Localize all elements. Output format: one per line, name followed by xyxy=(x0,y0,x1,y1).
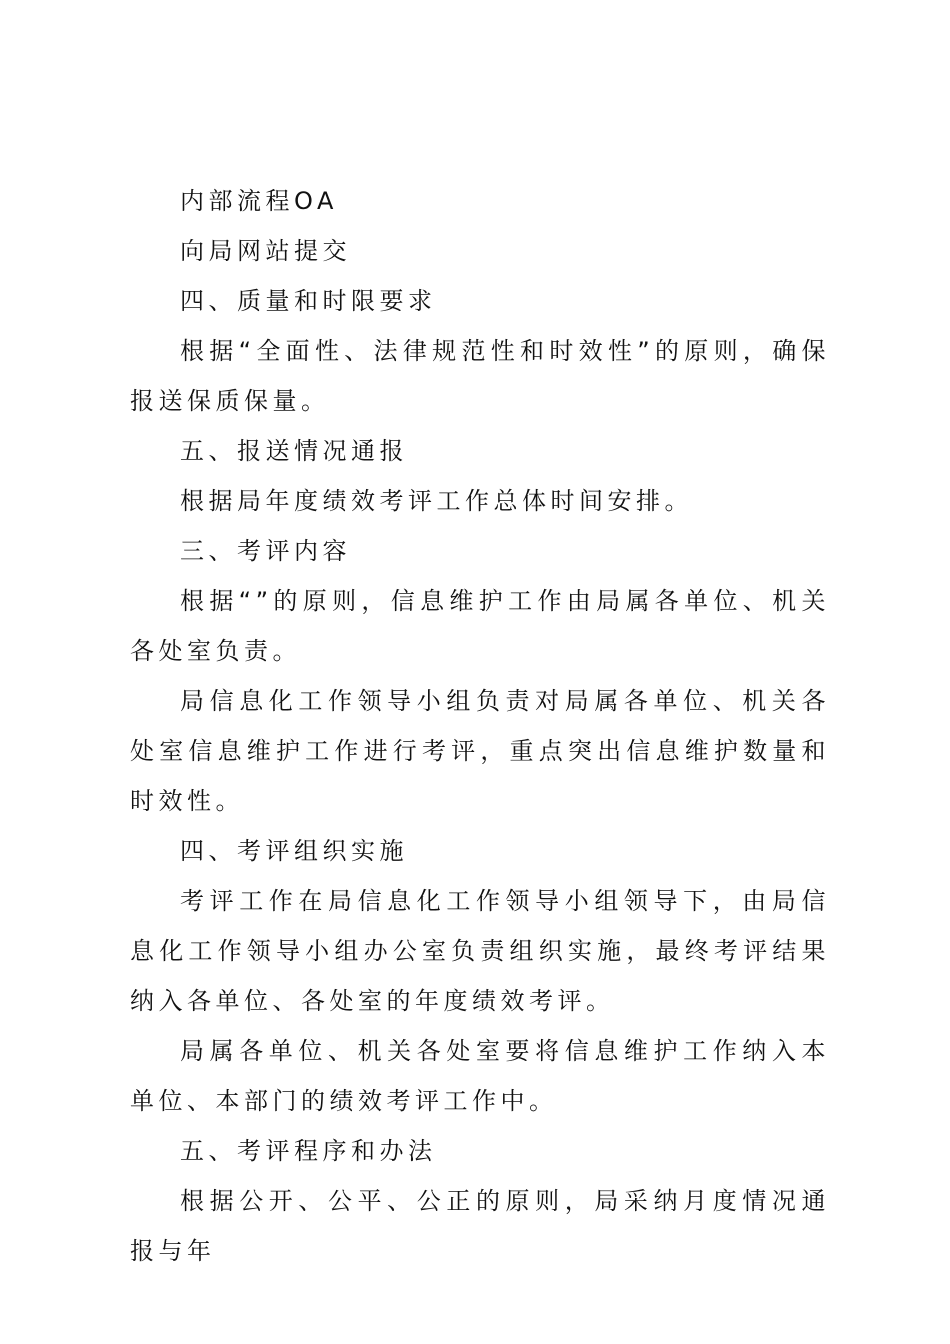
section-heading: 四、质量和时限要求 xyxy=(180,287,437,315)
paragraph: 考评工作在局信息化工作领导小组领导下，由局信息化工作领导小组办公室负责组织实施，最终考评结果纳入各单位、各处室的年度绩效考评。 xyxy=(130,887,830,1015)
document-body xyxy=(130,176,830,1276)
paragraph: 局属各单位、机关各处室要将信息维护工作纳入本单位、本部门的绩效考评工作中。 xyxy=(130,1037,830,1115)
section-heading: 三、考评内容 xyxy=(180,537,351,565)
paragraph: 根据局年度绩效考评工作总体时间安排。 xyxy=(180,487,693,515)
paragraph: 内部流程OA xyxy=(180,187,338,215)
paragraph: 根据“”的原则，信息维护工作由局属各单位、机关各处室负责。 xyxy=(130,587,830,665)
section-heading: 五、考评程序和办法 xyxy=(180,1137,437,1165)
paragraph: 根据公开、公平、公正的原则，局采纳月度情况通报与年 xyxy=(130,1187,830,1265)
section-heading: 五、报送情况通报 xyxy=(180,437,408,465)
paragraph: 局信息化工作领导小组负责对局属各单位、机关各处室信息维护工作进行考评，重点突出信息维护数量和时效性。 xyxy=(130,687,830,815)
paragraph: 向局网站提交 xyxy=(180,237,351,265)
section-heading: 四、考评组织实施 xyxy=(180,837,408,865)
paragraph: 根据“全面性、法律规范性和时效性”的原则，确保报送保质保量。 xyxy=(130,337,830,415)
